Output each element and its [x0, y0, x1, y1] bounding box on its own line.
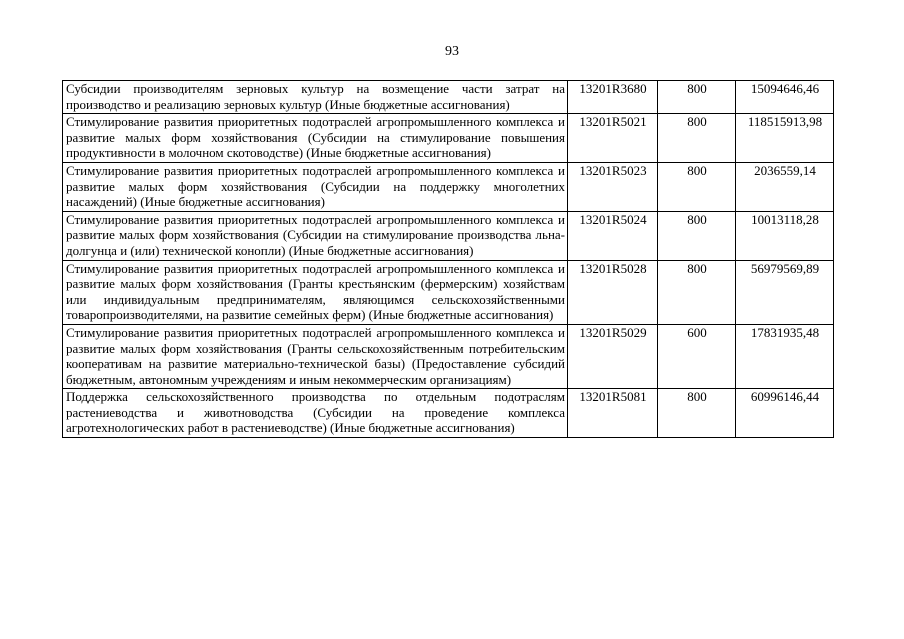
row-expense-type: 600 — [658, 324, 736, 388]
table-row — [63, 211, 834, 260]
row-amount: 17831935,48 — [736, 324, 834, 388]
row-description: Поддержка сельскохозяйственного производства по отдельным подотраслям растениеводства и животноводства (Субсидии на проведение комплекса агротехнологических работ в растениеводстве) (Иные бюджетные ассигнования) — [63, 389, 568, 438]
page-number: 93 — [445, 44, 459, 59]
row-description: Стимулирование развития приоритетных подотраслей агропромышленного комплекса и развитие малых форм хозяйствования (Гранты крестьянским (фермерским) хозяйствам или индивидуальным предпринимателям, являющимся сельскохозяйственными товаропроизводителями, на развитие семейных ферм) (Иные бюджетные ассигнования) — [63, 260, 568, 324]
row-expense-type: 800 — [658, 81, 736, 114]
row-target-code: 13201R5023 — [568, 162, 658, 211]
row-expense-type: 800 — [658, 389, 736, 438]
row-description: Стимулирование развития приоритетных подотраслей агропромышленного комплекса и развитие малых форм хозяйствования (Субсидии на стимулирование производства льна-долгунца и (или) технической конопли) (Иные бюджетные ассигнования) — [63, 211, 568, 260]
table-row — [63, 389, 834, 438]
table-row — [63, 162, 834, 211]
table-row — [63, 81, 834, 114]
row-amount: 15094646,46 — [736, 81, 834, 114]
budget-table — [62, 80, 834, 438]
row-description: Субсидии производителям зерновых культур на возмещение части затрат на производство и реализацию зерновых культур (Иные бюджетные ассигнования) — [63, 81, 568, 114]
row-amount: 56979569,89 — [736, 260, 834, 324]
row-target-code: 13201R5021 — [568, 114, 658, 163]
row-description: Стимулирование развития приоритетных подотраслей агропромышленного комплекса и развитие малых форм хозяйствования (Субсидии на стимулирование повышения продуктивности в молочном скотоводстве) (Иные бюджетные ассигнования) — [63, 114, 568, 163]
table-row — [63, 324, 834, 388]
row-target-code: 13201R5081 — [568, 389, 658, 438]
row-amount: 2036559,14 — [736, 162, 834, 211]
row-amount: 10013118,28 — [736, 211, 834, 260]
row-description: Стимулирование развития приоритетных подотраслей агропромышленного комплекса и развитие малых форм хозяйствования (Субсидии на поддержку многолетних насаждений) (Иные бюджетные ассигнования) — [63, 162, 568, 211]
table-row — [63, 260, 834, 324]
row-amount: 118515913,98 — [736, 114, 834, 163]
row-target-code: 13201R5029 — [568, 324, 658, 388]
row-expense-type: 800 — [658, 162, 736, 211]
row-expense-type: 800 — [658, 260, 736, 324]
row-target-code: 13201R5028 — [568, 260, 658, 324]
table-row — [63, 114, 834, 163]
row-target-code: 13201R3680 — [568, 81, 658, 114]
row-expense-type: 800 — [658, 211, 736, 260]
row-expense-type: 800 — [658, 114, 736, 163]
row-amount: 60996146,44 — [736, 389, 834, 438]
row-target-code: 13201R5024 — [568, 211, 658, 260]
row-description: Стимулирование развития приоритетных подотраслей агропромышленного комплекса и развитие малых форм хозяйствования (Гранты сельскохозяйственным потребительским кооперативам на развитие материально-технической базы) (Предоставление субсидий бюджетным, автономным учреждениям и иным некоммерческим организациям) — [63, 324, 568, 388]
